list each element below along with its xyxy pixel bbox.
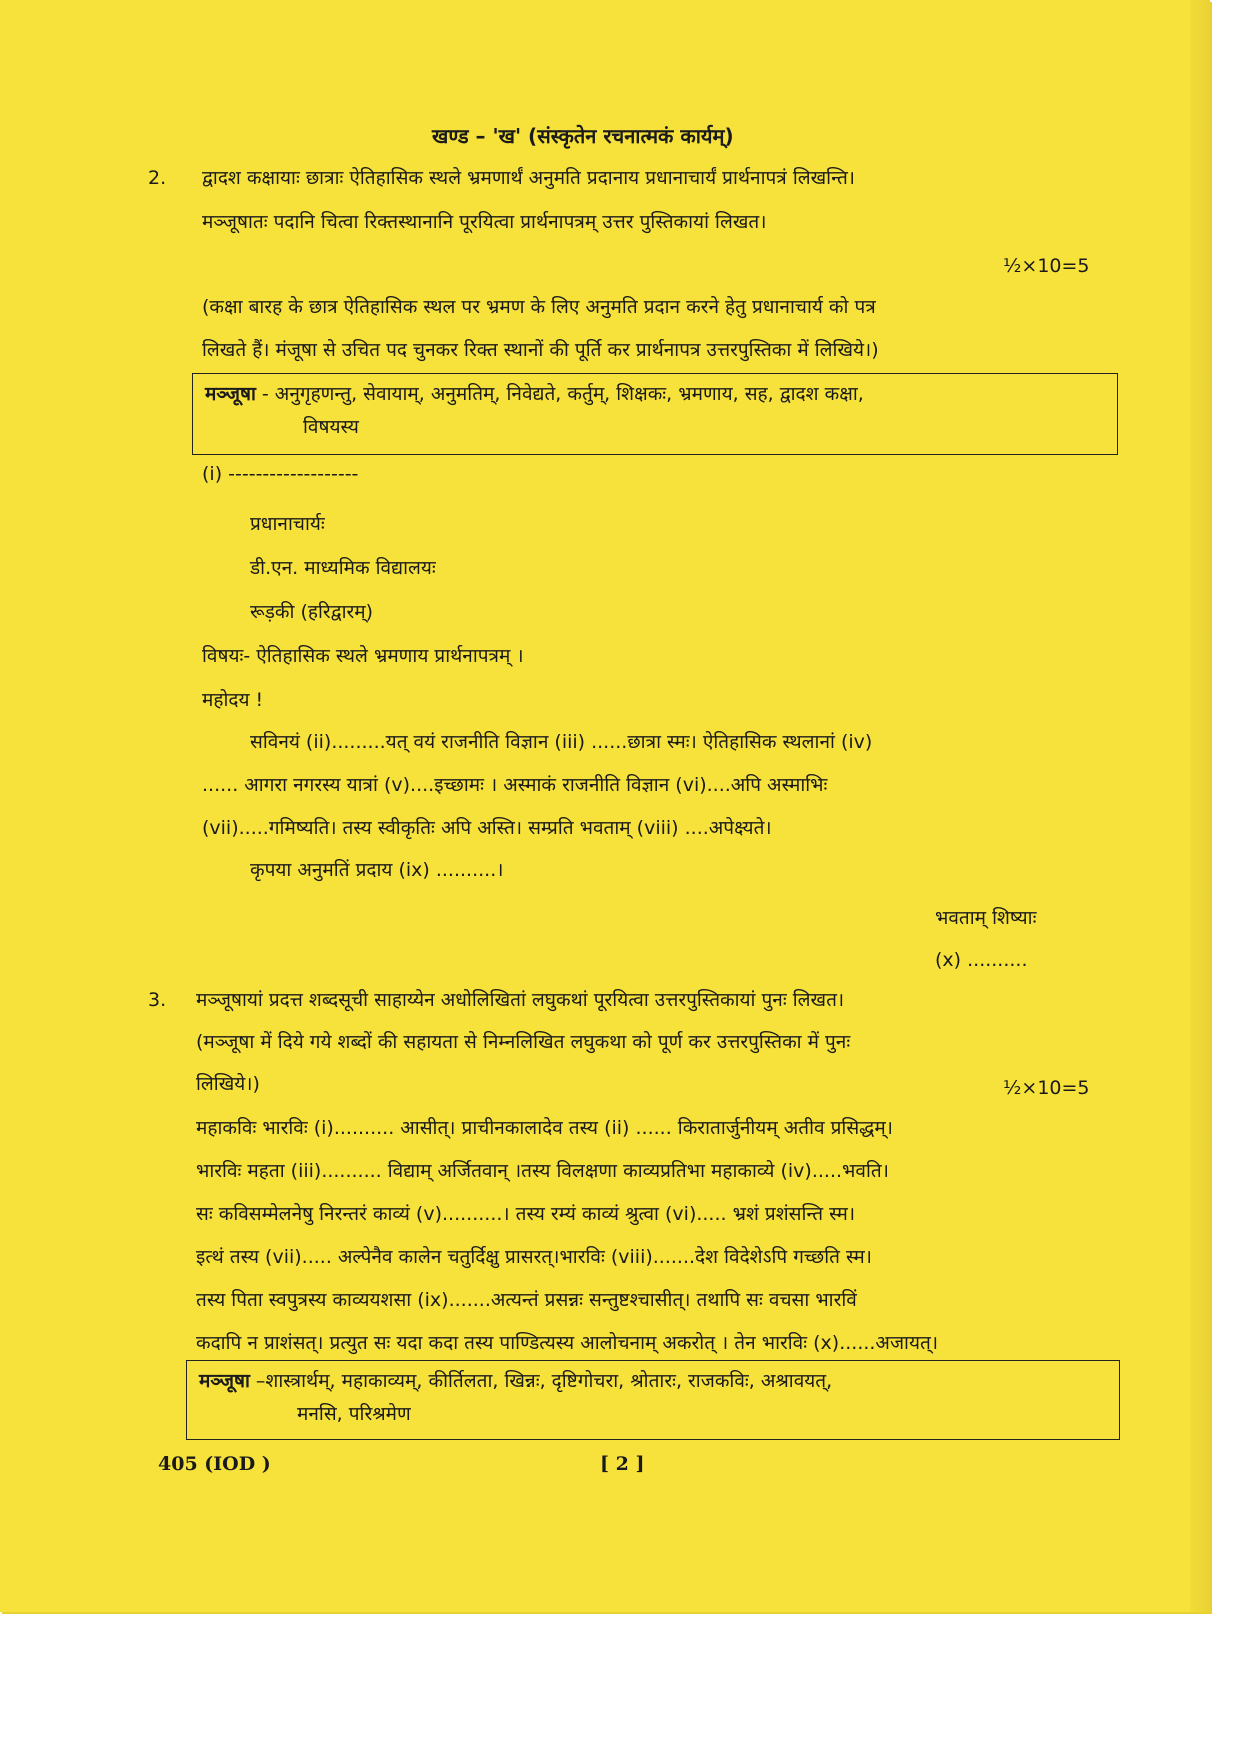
letter-body-line1: सविनयं (ii).........यत् वयं राजनीति विज्ञान (iii) ......छात्रा स्मः। ऐतिहासिक स्थलानां (iv) <box>250 731 873 753</box>
page-number: [ 2 ] <box>600 1453 645 1475</box>
q3-hindi-line1: (मञ्जूषा में दिये गये शब्दों की सहायता से निम्नलिखित लघुकथा को पूर्ण कर उत्तरपुस्तिका में पुनः <box>196 1031 851 1053</box>
address-line2: डी.एन. माध्यमिक विद्यालयः <box>250 557 436 579</box>
paper-code: 405 (IOD ) <box>158 1453 271 1475</box>
story-line5: तस्य पिता स्वपुत्रस्य काव्ययशसा (ix).......अत्यन्तं प्रसन्नः सन्तुष्टश्चासीत्। तथापि सः वचसा भारविं <box>196 1289 857 1311</box>
story-line6: कदापि न प्राशंसत्। प्रत्युत सः यदा कदा तस्य पाण्डित्यस्य आलोचनाम् अकरोत् । तेन भारविः (x)......अजायत्। <box>196 1332 939 1354</box>
q2-instruction-line2: मञ्जूषातः पदानि चित्वा रिक्तस्थानानि पूरयित्वा प्रार्थनापत्रम् उत्तर पुस्तिकायां लिखत। <box>202 211 767 233</box>
q3-number: 3. <box>148 989 167 1011</box>
letter-body-line4: कृपया अनुमतिं प्रदाय (ix) ..........। <box>250 859 504 881</box>
address-line1: प्रधानाचार्यः <box>250 513 325 535</box>
story-line2: भारविः महता (iii).......... विद्याम् अर्जितवान् ।तस्य विलक्षणा काव्यप्रतिभा महाकाव्ये (iv).....भवति। <box>196 1160 889 1182</box>
q2-manjusha-box <box>192 373 1118 455</box>
letter-salutation: महोदय ! <box>202 689 264 711</box>
letter-subject: विषयः- ऐतिहासिक स्थले भ्रमणाय प्रार्थनापत्रम् । <box>202 645 524 667</box>
q2-marks: ½×10=5 <box>1003 255 1090 277</box>
q2-blank-i: (i) ------------------- <box>202 463 359 485</box>
q2-manjusha-label: मञ्जूषा <box>205 383 256 405</box>
section-title: खण्ड – 'ख' (संस्कृतेन रचनात्मकं कार्यम्) <box>432 124 734 148</box>
q2-hindi-line1: (कक्षा बारह के छात्र ऐतिहासिक स्थल पर भ्रमण के लिए अनुमति प्रदान करने हेतु प्रधानाचार्य को पत्र <box>202 296 876 318</box>
q2-manjusha-words: - अनुगृहणन्तु, सेवायाम्, अनुमतिम्, निवेद्यते, कर्तुम्, शिक्षकः, भ्रमणाय, सह, द्वादश कक्षा, <box>255 383 864 405</box>
q3-hindi-line2: लिखिये।) <box>196 1073 260 1095</box>
q2-number: 2. <box>148 167 167 189</box>
q2-instruction-line1: द्वादश कक्षायाः छात्राः ऐतिहासिक स्थले भ्रमणार्थं अनुमति प्रदानाय प्रधानाचार्यं प्रार्थनापत्रं लिखन्ति। <box>202 167 855 189</box>
q3-manjusha-box <box>186 1360 1120 1440</box>
story-line4: इत्थं तस्य (vii)..... अल्पेनैव कालेन चतुर्दिक्षु प्रासरत्।भारविः (viii).......देश विदेशेऽपि गच्छति स्म। <box>196 1246 872 1268</box>
q2-blank-x: (x) .......... <box>935 949 1028 971</box>
letter-body-line3: (vii).....गमिष्यति। तस्य स्वीकृतिः अपि अस्ति। सम्प्रति भवताम् (viii) ....अपेक्ष्यते। <box>202 817 772 839</box>
letter-signoff: भवताम् शिष्याः <box>935 907 1037 929</box>
story-line1: महाकविः भारविः (i).......... आसीत्। प्राचीनकालादेव तस्य (ii) ...... किरातार्जुनीयम् अतीव प्रसिद्धम्। <box>196 1117 893 1139</box>
story-line3: सः कविसम्मेलनेषु निरन्तरं काव्यं (v)..........। तस्य रम्यं काव्यं श्रुत्वा (vi)..... भ्रशं प्रशंसन्ति स्म। <box>196 1203 856 1225</box>
q2-manjusha-words-cont: विषयस्य <box>303 416 359 438</box>
q3-instruction-line1: मञ्जूषायां प्रदत्त शब्दसूची साहाय्येन अधोलिखितां लघुकथां पूरयित्वा उत्तरपुस्तिकायां पुनः लिखत। <box>196 989 845 1011</box>
letter-body-line2: ...... आगरा नगरस्य यात्रां (v)....इच्छामः । अस्माकं राजनीति विज्ञान (vi)....अपि अस्माभिः <box>202 774 828 796</box>
q2-hindi-line2: लिखते हैं। मंजूषा से उचित पद चुनकर रिक्त स्थानों की पूर्ति कर प्रार्थनापत्र उत्तरपुस्तिका में लिखिये।) <box>202 339 879 361</box>
q3-manjusha-label: मञ्जूषा <box>199 1370 250 1392</box>
address-line3: रूड़की (हरिद्वारम्) <box>250 601 374 623</box>
q3-manjusha-words: –शास्त्रार्थम्, महाकाव्यम्, कीर्तिलता, खिन्नः, दृष्टिगोचरा, श्रोतारः, राजकविः, अश्रावयत्, <box>249 1370 833 1392</box>
q3-marks: ½×10=5 <box>1003 1077 1090 1099</box>
q3-manjusha-words-cont: मनसि, परिश्रमेण <box>297 1403 411 1425</box>
